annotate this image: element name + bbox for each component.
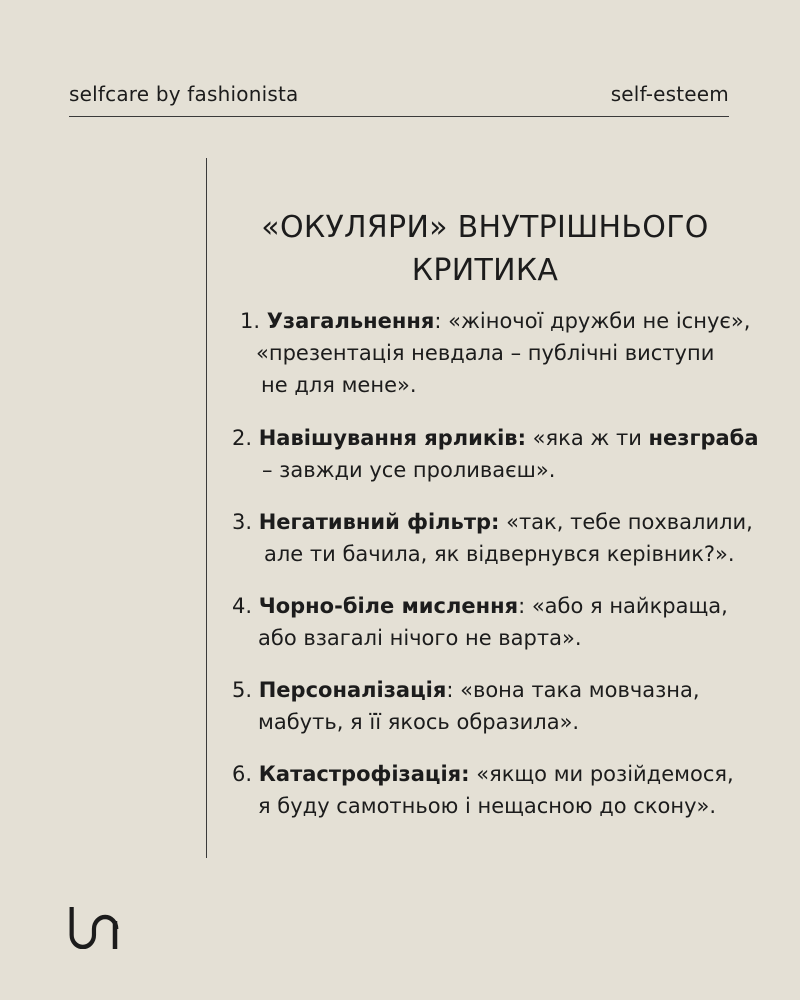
item-colon: : [518, 594, 526, 618]
item-term: Чорно-біле мислення [258, 594, 519, 618]
item-line [232, 506, 752, 538]
item-number: 3. [232, 510, 253, 534]
item-line: я буду самотньою і нещасною до скону». [258, 794, 717, 818]
title-line-1: «ОКУЛЯРИ» ВНУТРІШНЬОГО [261, 210, 709, 245]
item-colon: : [434, 309, 442, 333]
item-line: мабуть, я її якось образила». [258, 710, 580, 734]
item-line: не для мене». [261, 373, 417, 397]
item-text: «так, тебе похвалили, [499, 510, 753, 534]
item-term: Навішування ярликів: [258, 426, 526, 450]
item-term: Негативний фільтр: [258, 510, 500, 534]
list-item [232, 506, 752, 570]
list-item [232, 758, 752, 822]
item-emphasis: незграба [648, 426, 759, 450]
item-term: Узагальнення [266, 309, 435, 333]
category-label: self-esteem [610, 82, 729, 106]
item-line [232, 590, 752, 622]
fashionista-logo-icon [69, 907, 121, 949]
list-item [232, 674, 752, 738]
item-line: але ти бачила, як відвернувся керівник?». [264, 542, 735, 566]
item-text: «вона така мовчазна, [453, 678, 700, 702]
page-title [240, 206, 730, 292]
item-text: «жіночої дружби не існує», [441, 309, 751, 333]
header [69, 82, 729, 106]
item-line [232, 305, 752, 337]
list-item [232, 590, 752, 654]
distortions-list [232, 305, 759, 842]
item-text: «яка ж ти [525, 426, 649, 450]
list-item [232, 305, 752, 401]
item-line: – завжди усе проливаєш». [262, 458, 556, 482]
item-line: «презентація невдала – публічні виступи [256, 341, 715, 365]
item-colon: : [446, 678, 454, 702]
item-number: 2. [232, 426, 253, 450]
item-term: Персоналізація [258, 678, 447, 702]
item-line: або взагалі нічого не варта». [258, 626, 582, 650]
item-number: 6. [232, 762, 253, 786]
item-line [232, 674, 752, 706]
item-line [232, 422, 759, 454]
brand-name: selfcare by fashionista [69, 82, 299, 106]
item-term: Катастрофізація: [258, 762, 470, 786]
item-number: 4. [232, 594, 253, 618]
list-item [232, 422, 759, 486]
vertical-divider [206, 158, 207, 858]
title-line-2: КРИТИКА [411, 253, 559, 288]
item-number: 1. [240, 309, 261, 333]
item-text: «або я найкраща, [525, 594, 728, 618]
header-divider [69, 116, 729, 117]
item-text: «якщо ми розійдемося, [469, 762, 734, 786]
item-number: 5. [232, 678, 253, 702]
item-line [232, 758, 752, 790]
